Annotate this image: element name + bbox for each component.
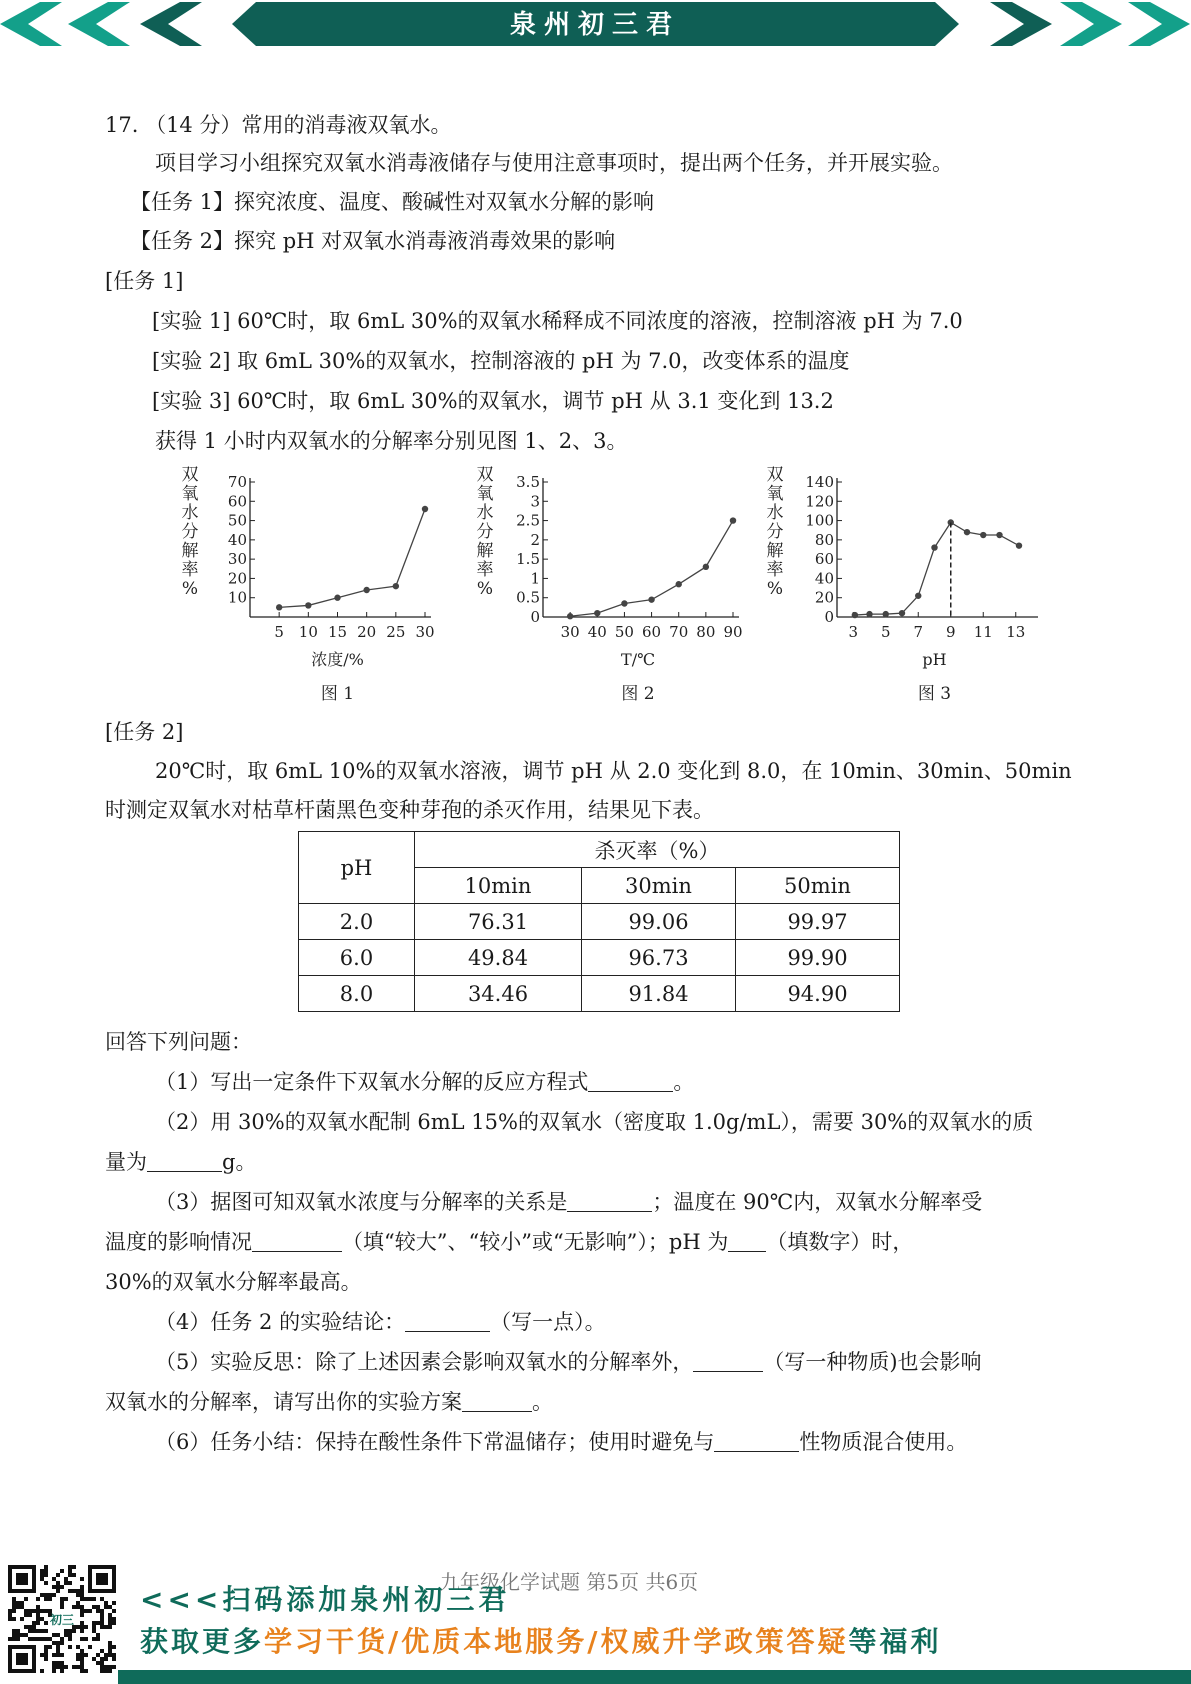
task2-paragraph-1: 20℃时，取 6mL 10%的双氧水溶液，调节 pH 从 2.0 变化到 8.0，在 10min、30min、50min (155, 759, 1072, 783)
table-row (299, 976, 900, 1012)
data-point (334, 595, 340, 601)
value-cell: 94.90 (736, 976, 900, 1012)
data-point (980, 532, 986, 538)
y-axis-label: 水 (766, 503, 784, 523)
data-point (883, 611, 889, 617)
question-title: 17. （14 分）常用的消毒液双氧水。 (105, 113, 452, 137)
svg-text:初三: 初三 (49, 1613, 75, 1627)
ph-header: pH (299, 832, 415, 904)
data-point (567, 613, 573, 619)
answer-blank[interactable] (462, 1391, 532, 1412)
footer-bar (118, 1670, 1191, 1684)
y-axis-label: 解 (181, 541, 199, 561)
question-5-line-1: （5）实验反思：除了上述因素会影响双氧水的分解率外， （写一种物质)也会影响 (155, 1350, 982, 1374)
y-axis-label: 氧 (766, 484, 784, 504)
answer-blank[interactable] (693, 1351, 763, 1372)
data-point (1016, 542, 1022, 548)
value-cell: 99.97 (736, 904, 900, 940)
qr-code-icon[interactable] (8, 1565, 116, 1673)
y-axis-label: 分 (766, 522, 784, 542)
x-tick-label: 25 (386, 623, 406, 641)
data-point (676, 581, 682, 587)
y-axis-label: % (476, 579, 494, 599)
data-point (866, 611, 872, 617)
data-point (899, 610, 905, 616)
y-axis-label: 双 (476, 465, 494, 485)
y-tick-label: 1.5 (516, 550, 540, 569)
y-tick-label: 20 (227, 569, 247, 588)
y-tick-label: 3.5 (516, 473, 540, 491)
question-2-line-2: 量为 g。 (105, 1150, 257, 1174)
y-axis-label: 分 (181, 522, 199, 542)
question-1: （1）写出一定条件下双氧水分解的反应方程式 。 (155, 1070, 695, 1094)
question-intro: 项目学习小组探究双氧水消毒液储存与使用注意事项时，提出两个任务，并开展实验。 (155, 151, 953, 175)
question-3-line-1: （3）据图可知双氧水浓度与分解率的关系是 ；温度在 90℃内，双氧水分解率受 (155, 1190, 983, 1214)
experiment-1: [实验 1] 60℃时，取 6mL 30%的双氧水稀释成不同浓度的溶液，控制溶液 pH 为 7.0 (152, 309, 963, 333)
x-tick-label: 15 (327, 623, 348, 641)
x-tick-label: 13 (1006, 623, 1026, 641)
y-tick-label: 60 (814, 550, 834, 569)
data-point (852, 612, 858, 618)
page-number: 九年级化学试题 第5页 共6页 (440, 1570, 699, 1594)
data-point (703, 564, 709, 570)
y-axis-label: 率 (181, 560, 199, 580)
right-chevrons-icon (990, 2, 1190, 46)
chart-2 (477, 465, 743, 704)
y-axis-label: 双 (181, 465, 199, 485)
data-point (594, 610, 600, 616)
y-axis-label: 水 (181, 503, 199, 523)
experiment-3: [实验 3] 60℃时，取 6mL 30%的双氧水，调节 pH 从 3.1 变化到 13.2 (152, 389, 834, 413)
data-point (964, 529, 970, 535)
x-tick-label: 7 (913, 623, 924, 641)
y-axis-label: % (181, 579, 199, 599)
time-header: 50min (736, 868, 900, 904)
y-tick-label: 3 (530, 492, 540, 511)
data-point (305, 602, 311, 608)
y-tick-label: 0 (530, 608, 540, 626)
answer-blank[interactable] (588, 1071, 673, 1092)
x-tick-label: 80 (696, 623, 716, 641)
value-cell: 34.46 (415, 976, 582, 1012)
figure-caption: 图 2 (621, 684, 655, 704)
y-tick-label: 80 (814, 530, 834, 549)
time-header: 10min (415, 868, 582, 904)
y-tick-label: 70 (227, 473, 247, 491)
table-row (299, 904, 900, 940)
y-tick-label: 120 (805, 492, 834, 511)
data-point (996, 532, 1002, 538)
x-tick-label: 5 (880, 623, 891, 641)
y-axis-label: 双 (766, 465, 784, 485)
answer-blank[interactable] (147, 1151, 222, 1172)
y-tick-label: 2 (530, 530, 540, 549)
data-point (276, 604, 282, 610)
data-point (621, 600, 627, 606)
x-tick-label: 50 (614, 623, 634, 641)
y-tick-label: 30 (227, 550, 247, 569)
y-tick-label: 60 (227, 492, 247, 511)
figure-caption: 图 3 (917, 684, 952, 704)
x-axis-label: 浓度/% (311, 650, 364, 669)
x-tick-label: 10 (298, 623, 318, 641)
y-tick-label: 40 (227, 530, 247, 549)
value-cell: 91.84 (582, 976, 736, 1012)
value-cell: 96.73 (582, 940, 736, 976)
footer-benefits: 获取更多学习干货/优质本地服务/权威升学政策答疑等福利 (140, 1625, 942, 1658)
task2-desc: 【任务 2】探究 pH 对双氧水消毒液消毒效果的影响 (130, 229, 616, 253)
data-point (393, 583, 399, 589)
series-line (855, 523, 1019, 616)
data-point (648, 596, 654, 602)
figure-caption: 图 1 (320, 684, 355, 704)
answer-blank[interactable] (405, 1311, 490, 1332)
x-tick-label: 60 (642, 623, 662, 641)
y-tick-label: 140 (805, 473, 834, 491)
y-axis-label: 分 (476, 522, 494, 542)
experiment-2: [实验 2] 取 6mL 30%的双氧水，控制溶液的 pH 为 7.0，改变体系的温度 (152, 349, 850, 373)
data-point (915, 593, 921, 599)
y-tick-label: 1 (530, 569, 540, 588)
y-tick-label: 50 (227, 511, 247, 530)
y-axis-label: 率 (766, 560, 784, 580)
kill-rate-table (298, 831, 900, 1012)
task1-heading: [任务 1] (105, 269, 184, 293)
data-point (931, 544, 937, 550)
chart-1 (182, 465, 435, 704)
x-axis-label: pH (922, 650, 947, 669)
y-tick-label: 100 (805, 511, 834, 530)
x-tick-label: 20 (357, 623, 377, 641)
answer-blank[interactable] (728, 1231, 766, 1252)
answer-blank[interactable] (714, 1431, 799, 1452)
y-tick-label: 2.5 (516, 511, 540, 530)
question-5-line-2: 双氧水的分解率，请写出你的实验方案 。 (105, 1390, 553, 1414)
y-axis-label: % (766, 579, 784, 599)
question-3-line-2: 温度的影响情况 （填“较大”、“较小”或“无影响”）；pH 为 （填数字）时， (105, 1230, 914, 1254)
x-tick-label: 90 (723, 623, 743, 641)
result-note: 获得 1 小时内双氧水的分解率分别见图 1、2、3。 (155, 429, 628, 453)
series-line (279, 509, 425, 607)
decomposition-figures (180, 462, 1060, 707)
y-tick-label: 0 (824, 608, 834, 626)
x-tick-label: 5 (274, 623, 284, 641)
x-tick-label: 3 (848, 623, 859, 641)
task1-desc: 【任务 1】探究浓度、温度、酸碱性对双氧水分解的影响 (130, 190, 655, 214)
x-tick-label: 40 (587, 623, 607, 641)
x-tick-label: 30 (560, 623, 580, 641)
data-point (730, 517, 736, 523)
table-row (299, 940, 900, 976)
kill-rate-header: 杀灭率（%） (415, 832, 900, 868)
data-point (422, 506, 428, 512)
left-chevrons-icon (0, 2, 202, 46)
data-point (363, 587, 369, 593)
task2-heading: [任务 2] (105, 720, 184, 744)
time-header: 30min (582, 868, 736, 904)
y-axis-label: 率 (476, 560, 494, 580)
answer-prompt: 回答下列问题： (105, 1030, 252, 1054)
y-axis-label: 水 (476, 503, 494, 523)
footer-scan-prompt: <<<扫码添加泉州初三君 (140, 1583, 511, 1616)
question-6: （6）任务小结：保持在酸性条件下常温储存；使用时避免与 性物质混合使用。 (155, 1430, 968, 1454)
chart-3 (767, 465, 1039, 704)
y-tick-label: 10 (227, 588, 247, 607)
header-title: 泉州初三君 (509, 10, 680, 40)
x-tick-label: 30 (415, 623, 435, 641)
y-tick-label: 0.5 (516, 588, 540, 607)
task2-paragraph-2: 时测定双氧水对枯草杆菌黑色变种芽孢的杀灭作用，结果见下表。 (105, 798, 714, 822)
ph-cell: 2.0 (299, 904, 415, 940)
y-tick-label: 40 (814, 569, 834, 588)
value-cell: 49.84 (415, 940, 582, 976)
y-axis-label: 氧 (181, 484, 199, 504)
value-cell: 99.90 (736, 940, 900, 976)
y-tick-label: 20 (814, 588, 834, 607)
x-tick-label: 9 (945, 623, 956, 641)
value-cell: 99.06 (582, 904, 736, 940)
x-tick-label: 11 (973, 623, 993, 641)
y-axis-label: 解 (766, 541, 784, 561)
answer-blank[interactable] (252, 1231, 342, 1252)
ph-cell: 8.0 (299, 976, 415, 1012)
value-cell: 76.31 (415, 904, 582, 940)
question-4: （4）任务 2 的实验结论： （写一点）。 (155, 1310, 606, 1334)
question-3-line-3: 30%的双氧水分解率最高。 (105, 1270, 362, 1294)
y-axis-label: 氧 (476, 484, 494, 504)
question-2-line-1: （2）用 30%的双氧水配制 6mL 15%的双氧水（密度取 1.0g/mL），需要 30%的双氧水的质 (155, 1110, 1034, 1134)
ph-cell: 6.0 (299, 940, 415, 976)
answer-blank[interactable] (567, 1191, 652, 1212)
y-axis-label: 解 (476, 541, 494, 561)
x-tick-label: 70 (669, 623, 689, 641)
x-axis-label: T/℃ (621, 650, 655, 669)
